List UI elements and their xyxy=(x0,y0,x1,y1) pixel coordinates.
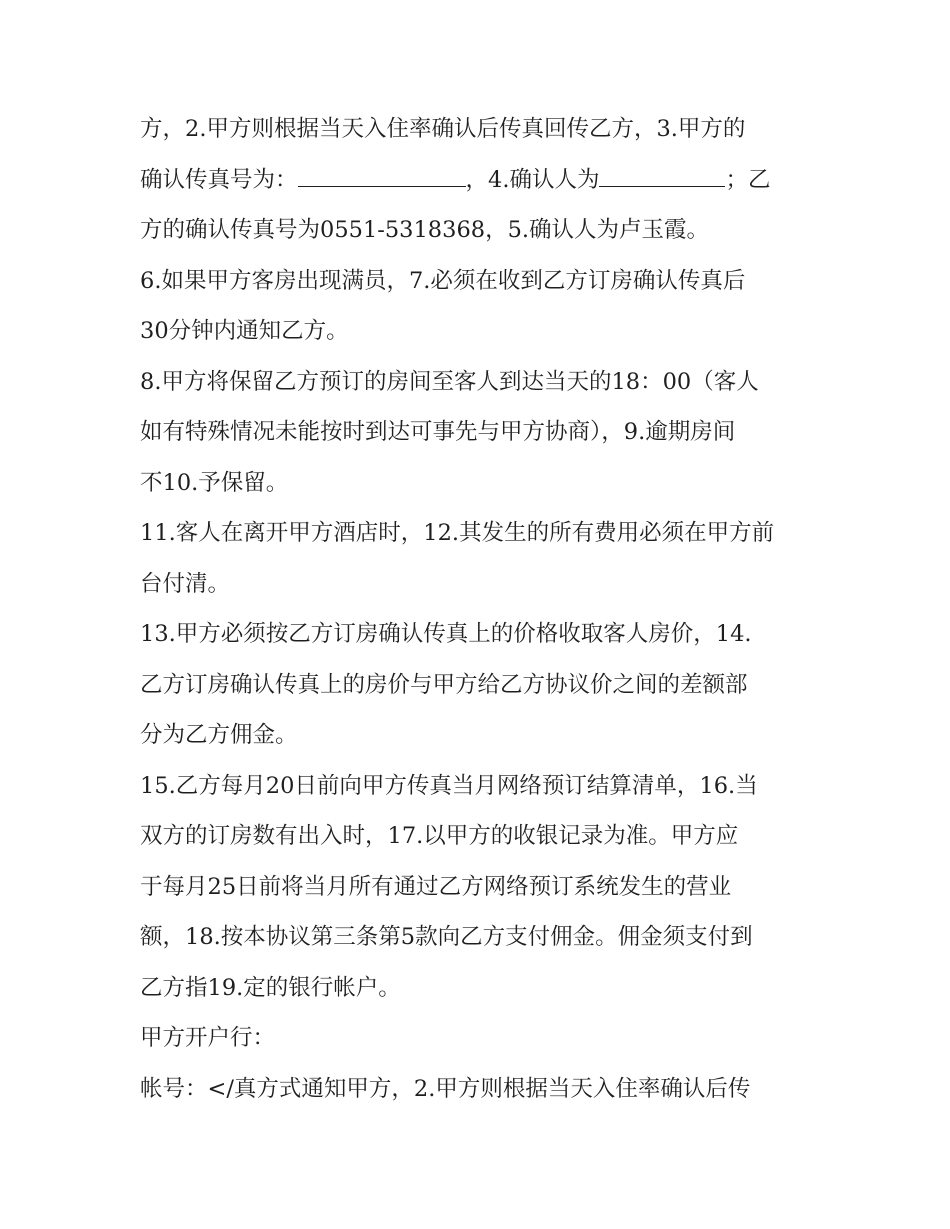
text-line: 乙方订房确认传真上的房价与甲方给乙方协议价之间的差额部 xyxy=(140,671,748,698)
text-line: 15.乙方每月20日前向甲方传真当月网络预订结算清单，16.当 xyxy=(140,772,758,799)
text-line: 13.甲方必须按乙方订房确认传真上的价格收取客人房价，14. xyxy=(140,621,752,647)
text-line: 于每月25日前将当月所有通过乙方网络预订系统发生的营业 xyxy=(140,873,732,900)
fax-number-blank[interactable] xyxy=(298,162,466,187)
text-line: 台付清。 xyxy=(140,570,231,597)
text-line: 如有特殊情况未能按时到达可事先与甲方协商），9.逾期房间 xyxy=(140,419,736,445)
bank-label-line: 甲方开户行： xyxy=(140,1025,276,1051)
text-line: 11.客人在离开甲方酒店时，12.其发生的所有费用必须在甲方前 xyxy=(140,520,775,546)
confirmer-label: ，4.确认人为 xyxy=(465,166,600,193)
text-line: 30分钟内通知乙方。 xyxy=(140,318,349,344)
text-line: 方的确认传真号为0551-5318368，5.确认人为卢玉霞。 xyxy=(140,217,710,243)
text-line: 双方的订房数有出入时，17.以甲方的收银记录为准。甲方应 xyxy=(140,823,739,849)
text-line: 分为乙方佣金。 xyxy=(140,722,298,748)
text-line: 不10.予保留。 xyxy=(140,469,289,496)
confirmer-blank[interactable] xyxy=(599,162,725,187)
text-fragment: ；乙 xyxy=(725,166,771,193)
text-line: 乙方指19.定的银行帐户。 xyxy=(140,974,401,1001)
account-line: 帐号：</真方式通知甲方，2.甲方则根据当天入住率确认后传 xyxy=(140,1075,751,1102)
fax-number-label: 确认传真号为： xyxy=(140,166,298,193)
text-line: 方，2.甲方则根据当天入住率确认后传真回传乙方，3.甲方的 xyxy=(140,116,746,142)
text-line-with-blanks xyxy=(140,155,812,206)
text-line: 8.甲方将保留乙方预订的房间至客人到达当天的18：00（客人 xyxy=(140,368,759,395)
document-body xyxy=(140,104,812,1114)
text-line: 6.如果甲方客房出现满员，7.必须在收到乙方订房确认传真后 xyxy=(140,267,746,294)
text-line: 额，18.按本协议第三条第5款向乙方支付佣金。佣金须支付到 xyxy=(140,924,753,950)
